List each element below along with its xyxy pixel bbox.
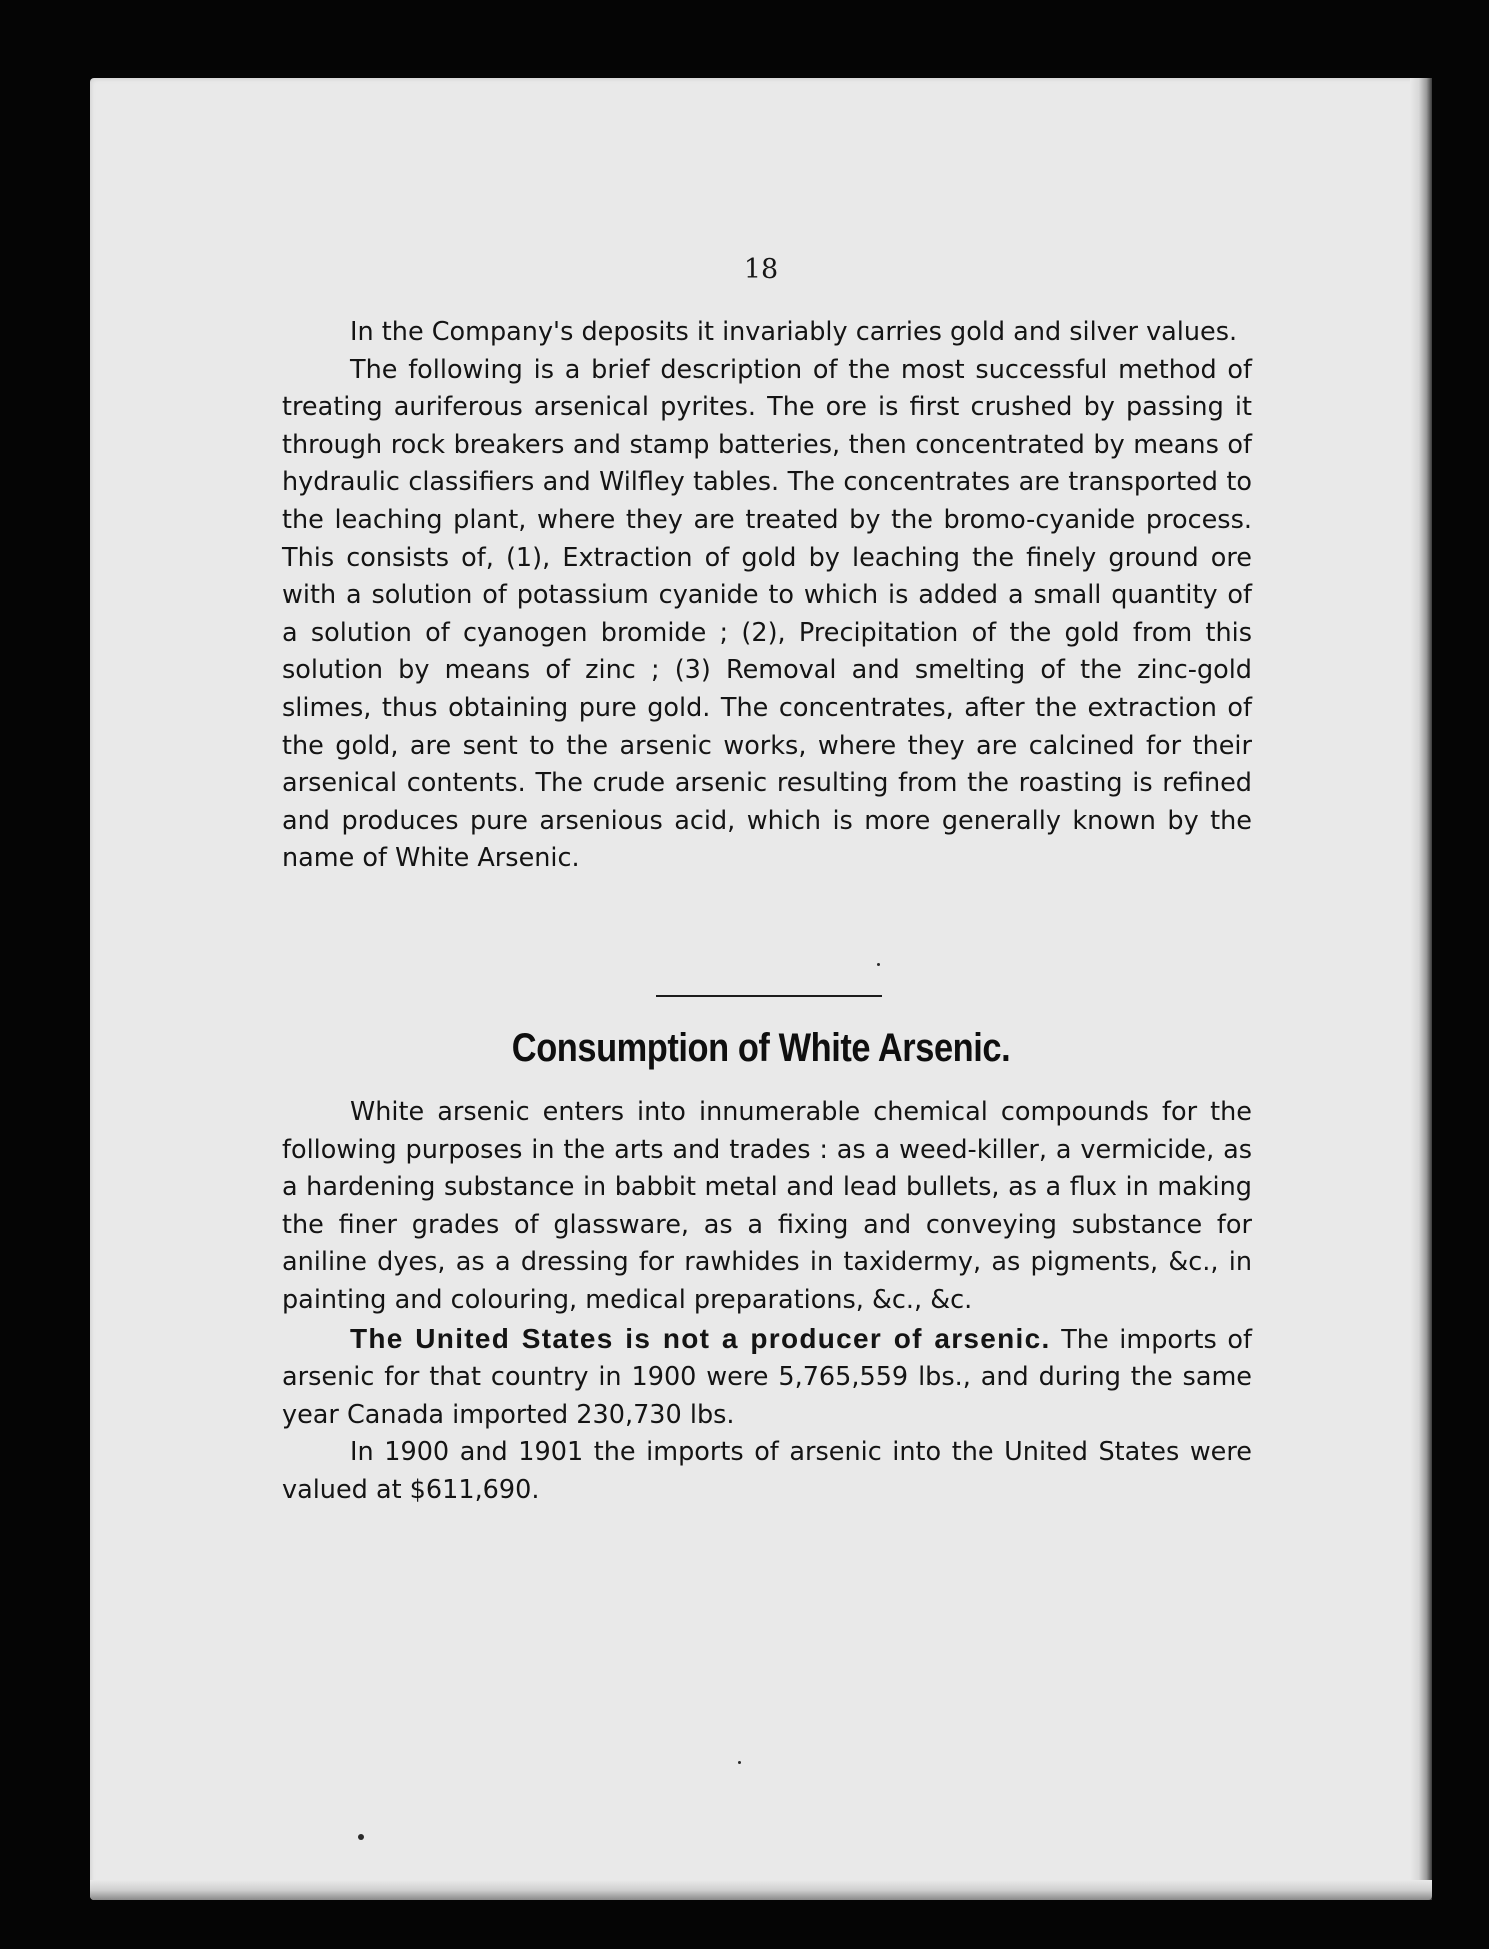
section-heading: Consumption of White Arsenic. bbox=[511, 1026, 1011, 1070]
paragraph-imports-lead: The United States is not a producer of arsenic. bbox=[350, 1322, 1051, 1354]
scan-speck bbox=[877, 963, 880, 966]
paragraph-imports bbox=[282, 1320, 1252, 1435]
page-number: 18 bbox=[743, 254, 779, 285]
consumption-text-block bbox=[282, 1094, 1252, 1510]
scan-speck bbox=[738, 1761, 741, 1764]
scan-speck bbox=[358, 1834, 364, 1840]
paragraph-deposits: In the Company's deposits it invariably carries gold and silver values. bbox=[350, 317, 1238, 347]
page-edge-right bbox=[1410, 78, 1432, 1900]
intro-text-block bbox=[282, 314, 1252, 878]
paragraph-imports-rest: The imports of arsenic for that country in 1900 were 5,765,559 lbs., and during the same year Canada imported 230,730 lbs. bbox=[282, 1324, 1252, 1430]
paragraph-import-value: In 1900 and 1901 the imports of arsenic into the United States were valued at $611,690. bbox=[282, 1437, 1252, 1505]
document-page bbox=[90, 78, 1432, 1900]
paragraph-uses: White arsenic enters into innumerable chemical compounds for the following purposes in the arts and trades : as a weed-killer, a vermicide, as a hardening substance in babbit metal and lead bullets, as a flux in making the finer grades of glassware, as a fixing and conveying substance for aniline dyes, as a dressing for rawhides in taxidermy, as pigments, &c., in painting and colouring, medical preparations, &c., &c. bbox=[282, 1097, 1252, 1315]
page-edge-bottom bbox=[90, 1880, 1432, 1900]
section-divider bbox=[656, 995, 882, 997]
paragraph-process-description: The following is a brief description of the most successful method of treating auriferous arsenical pyrites. The ore is first crushed by passing it through rock breakers and stamp batteries, then concentrated by means of hydraulic classifiers and Wilfley tables. The concentrates are transported to the leaching plant, where they are treated by the bromo-cyanide process. This consists of, (1), Extraction of gold by leaching the finely ground ore with a solution of potassium cyanide to which is added a small quantity of a solution of cyanogen bromide ; (2), Precipitation of the gold from this solution by means of zinc ; (3) Removal and smelting of the zinc-gold slimes, thus obtaining pure gold. The concentrates, after the extraction of the gold, are sent to the arsenic works, where they are calcined for their arsenical contents. The crude arsenic resulting from the roasting is refined and produces pure arsenious acid, which is more generally known by the name of White Arsenic. bbox=[282, 354, 1252, 874]
